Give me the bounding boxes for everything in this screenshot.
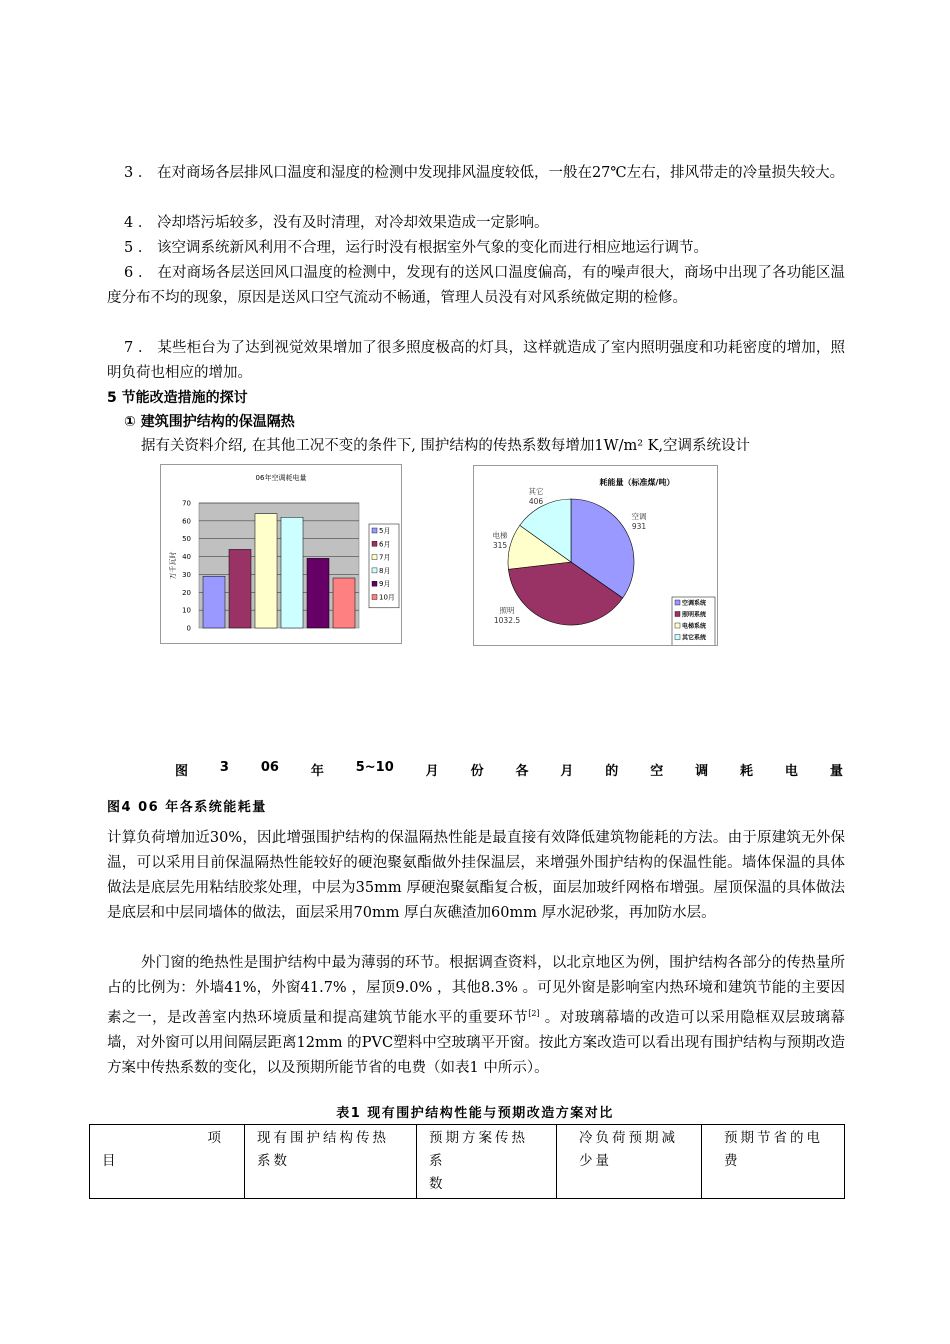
legend-label: 5月	[379, 527, 391, 535]
section-heading-5: 5 节能改造措施的探讨	[107, 390, 248, 406]
legend-label: 6月	[379, 540, 391, 549]
paragraph-item-4: 4 ． 冷却塔污垢较多，没有及时清理，对冷却效果造成一定影响。	[124, 215, 549, 231]
caption-char: 月	[425, 764, 439, 779]
y-tick-label: 60	[182, 517, 191, 526]
legend-label: 10月	[379, 593, 395, 602]
paragraph-body-1: 计算负荷增加近30%，因此增强围护结构的保温隔热性能是最直接有效降低建筑物能耗的方法。由于原建筑无外保温，可以采用目前保温隔热性能较好的硬泡聚氨酯做外挂保温层，来增强外围护结构的保温性能。墙体保温的具体做法是底层先用粘结胶浆处理，中层为35mm 厚硬泡聚氨酯复合板，面层加玻纤网格布增强。屋顶保温的具体做法是底层和中层同墙体的做法，面层采用70mm 厚白灰礁渣加60mm 厚水泥砂浆，再加防水层。	[107, 830, 845, 921]
legend-swatch	[675, 635, 680, 640]
caption-char: 的	[605, 764, 619, 779]
figure-3-caption	[175, 760, 843, 779]
y-tick-label: 40	[182, 553, 191, 562]
table-1-caption: 表1 现有围护结构性能与预期改造方案对比	[336, 1106, 614, 1121]
caption-char: 调	[695, 764, 709, 779]
y-tick-label: 10	[182, 606, 191, 615]
chart-title: 06年空调耗电量	[255, 474, 307, 482]
table-header-cell	[417, 1125, 557, 1199]
header-text-top: 项	[207, 1130, 224, 1146]
slice-label: 其它	[528, 487, 544, 496]
paragraph-item-3: 3 ． 在对商场各层排风口温度和湿度的检测中发现排风温度较低，一般在27℃左右，排风带走的冷量损失较大。	[124, 165, 845, 181]
legend-label: 其它系统	[682, 634, 707, 642]
legend-label: 电梯系统	[682, 623, 707, 630]
legend-swatch	[372, 528, 377, 533]
caption-char: 电	[784, 764, 798, 779]
legend-label: 空调系统	[682, 600, 707, 607]
legend-swatch	[675, 600, 680, 605]
paragraph-item-5: 5 ． 该空调系统新风利用不合理，运行时没有根据室外气象的变化而进行相应地运行调节。	[124, 240, 708, 256]
bar-6月	[229, 549, 251, 628]
reference-2: [2]	[528, 1009, 540, 1018]
slice-value-label: 315	[492, 541, 508, 550]
caption-char: 空	[650, 764, 664, 779]
caption-char: 5~10	[355, 760, 394, 775]
legend-label: 9月	[379, 580, 391, 589]
figure-4-caption: 图4 06 年各系统能耗量	[107, 800, 267, 815]
caption-char: 耗	[740, 764, 754, 779]
table-header-row	[90, 1125, 845, 1199]
y-tick-label: 50	[182, 535, 191, 544]
paragraph-intro: 据有关资料介绍, 在其他工况不变的条件下, 围护结构的传热系数每增加1W/m² K,空调系统设计	[141, 438, 751, 454]
legend-swatch	[372, 541, 377, 546]
legend-swatch	[675, 612, 680, 617]
legend-label: 7月	[379, 553, 391, 562]
caption-char: 3	[219, 760, 229, 775]
caption-char: 图	[175, 764, 189, 779]
y-axis-label: 万千瓦时	[169, 551, 177, 580]
caption-char: 量	[829, 764, 843, 779]
paragraph-item-7: 7 ． 某些柜台为了达到视觉效果增加了很多照度极高的灯具，这样就造成了室内照明强度和功耗密度的增加，照明负荷也相应的增加。	[107, 340, 845, 381]
caption-char: 06	[260, 760, 279, 775]
header-text-bottom: 系数	[257, 1153, 290, 1169]
table-1	[89, 1124, 845, 1199]
legend-label: 照明系统	[682, 611, 707, 619]
header-text-bottom: 数	[429, 1176, 446, 1192]
body-2-text-b: 。对玻璃幕墙的改造可以采用隐框双层玻璃幕墙，对外窗可以用间隔层距离12mm 的PVC塑料中空玻璃平开窗。按此方案改造可以看出现有围护结构与预期改造方案中传热系数的变化，以及预期所能节省的电费（如表1 中所示）。	[107, 1009, 846, 1076]
slice-label: 电梯	[492, 531, 508, 540]
caption-char: 月	[560, 764, 574, 779]
figure-4-pie-chart	[473, 465, 718, 646]
legend-swatch	[372, 568, 377, 573]
header-text-top: 冷负荷预期减	[579, 1130, 678, 1146]
header-text-top: 预期方案传热系	[429, 1130, 528, 1169]
bar-7月	[255, 514, 277, 628]
bar-5月	[203, 576, 225, 628]
pie-chart-svg	[474, 466, 717, 645]
slice-value-label: 1032.5	[493, 616, 521, 625]
slice-value-label: 406	[528, 497, 544, 506]
header-text-top: 现有围护结构传热	[257, 1130, 389, 1146]
y-tick-label: 20	[182, 588, 191, 597]
caption-char: 年	[310, 764, 324, 779]
legend-swatch	[372, 555, 377, 560]
chart-title: 耗能量（标准煤/吨）	[599, 478, 675, 487]
header-text-top: 预期节省的电	[724, 1130, 823, 1146]
y-tick-label: 0	[186, 624, 191, 633]
figure-3-bar-chart	[160, 464, 402, 644]
table-header-cell	[557, 1125, 702, 1199]
y-tick-label: 70	[182, 499, 191, 508]
body-2-text-a: 外门窗的绝热性是围护结构中最为薄弱的环节。根据调查资料，以北京地区为例，围护结构各部分的传热量所占的比例为：外墙41%，外窗41.7% ，屋顶9.0% ，其他8.3% 。可见外窗是影响室内热环境和建筑节能的主要因素之一，是改善室内热环境质量和提高建筑节能水平的重要环节	[107, 955, 845, 1026]
table-header-cell	[702, 1125, 845, 1199]
slice-value-label: 931	[631, 522, 647, 531]
legend-label: 8月	[379, 566, 391, 575]
slice-label: 照明	[499, 606, 515, 615]
paragraph-item-6: 6 ． 在对商场各层送回风口温度的检测中，发现有的送风口温度偏高，有的噪声很大，商场中出现了各功能区温度分布不均的现象，原因是送风口空气流动不畅通，管理人员没有对风系统做定期的检修。	[107, 265, 845, 306]
caption-char: 各	[515, 764, 529, 779]
bar-9月	[307, 558, 329, 628]
header-text-bottom: 少量	[579, 1153, 612, 1169]
table-header-cell	[90, 1125, 245, 1199]
bar-8月	[281, 517, 303, 628]
paragraph-body-2	[107, 951, 845, 1081]
subsection-heading: ① 建筑围护结构的保温隔热	[124, 414, 295, 430]
legend-swatch	[372, 581, 377, 586]
bar-chart-svg	[161, 465, 401, 643]
header-text-bottom: 目	[102, 1153, 119, 1169]
slice-label: 空调	[631, 512, 647, 521]
bar-10月	[333, 578, 355, 628]
caption-char: 份	[470, 764, 484, 779]
header-text-bottom: 费	[724, 1153, 741, 1169]
y-tick-label: 30	[182, 570, 191, 579]
legend-swatch	[372, 595, 377, 600]
table-header-cell	[245, 1125, 417, 1199]
legend-swatch	[675, 623, 680, 628]
